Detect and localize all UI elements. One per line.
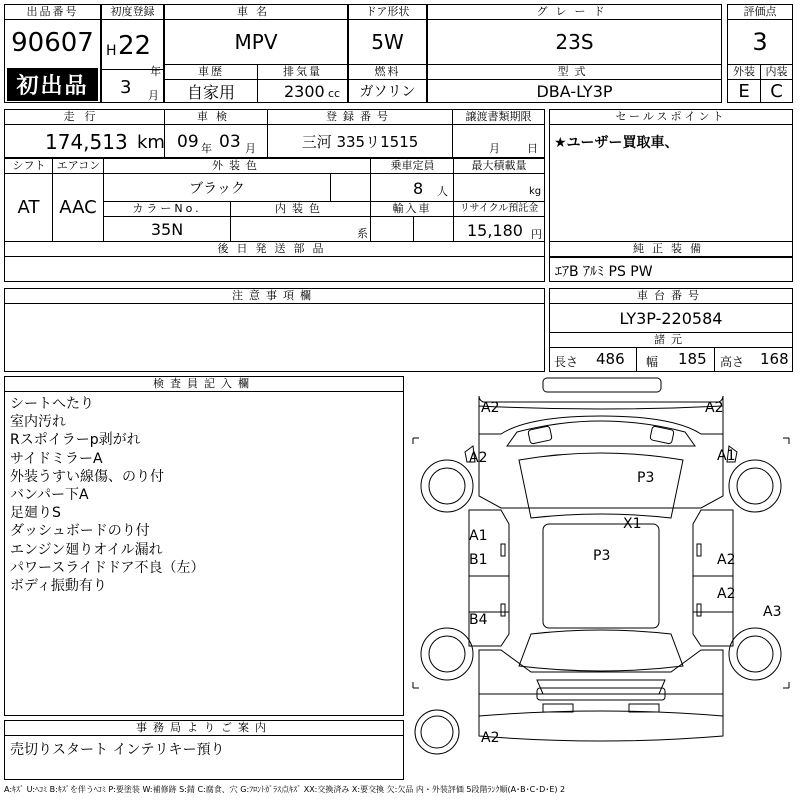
note-line: 足廻りS [10,505,61,522]
inspection-month: 03 [219,132,241,152]
imported-header: 輸入車 [371,202,453,217]
shift-value: AT [17,197,40,218]
history-box [164,64,258,103]
grade-box [427,4,722,65]
exterior-grade-box [727,64,761,103]
car-name-header: 車名 [165,5,347,20]
mark-front-right: A2 [705,400,724,416]
mark-roof: X1 [623,516,642,532]
note-line: サイドミラーA [10,450,103,467]
recycle-fee-value: 15,180 [467,221,523,240]
mark-door-left-rear: B4 [469,612,488,628]
dimensions-header: 諸元 [550,332,792,348]
grade-value: 23S [555,30,594,54]
color-no-header: カラーNo. [104,202,230,217]
mark-door-right-rear: A2 [717,586,736,602]
mark-fender-right: A1 [717,448,736,464]
cautions-header: 注意事項欄 [5,289,544,304]
year-unit: 年 [150,65,161,78]
displacement-unit: cc [328,87,341,100]
lot-number-value: 90607 [11,28,94,58]
office-notice-header: 事務局よりご案内 [5,721,403,736]
transfer-deadline-header: 譲渡書類期限 [453,110,544,125]
inspector-notes-list [10,395,204,595]
fuel-header: 燃料 [349,65,426,80]
score-header: 評価点 [728,5,792,20]
car-outline-diagram [409,376,793,780]
fuel-value: ガソリン [359,84,416,100]
interior-color-header: 内装色 [231,202,370,217]
fuel-box [348,64,427,103]
width-label: 幅 [646,355,659,369]
note-line: パワースライドドア不良（左） [10,559,205,576]
car-name-value: MPV [234,30,278,54]
mileage-box [4,109,165,158]
note-line: 外装うすい線傷、のり付 [10,468,164,485]
first-registration-box [101,4,164,103]
note-line: バンパー下A [10,487,89,504]
inspection-year: 09 [177,132,199,152]
registration-number-header: 登録番号 [268,110,452,125]
displacement-value: 2300 [284,82,325,101]
height-value: 168 [760,350,789,368]
first-listing-badge: 初出品 [7,68,98,101]
note-line: Rスポイラーp剥がれ [10,432,141,449]
mark-door-left-front2: B1 [469,552,488,568]
history-header: 車歴 [165,65,257,80]
genuine-equipment-value: ｴｱB ｱﾙﾐ PS PW [555,264,653,280]
capacity-header: 乗車定員 [371,159,454,174]
inspection-year-unit: 年 [201,142,212,155]
chassis-box [549,288,793,372]
mileage-value: 174,513 [45,130,128,154]
aircon-header: エアコン [53,159,104,174]
lot-number-header: 出品番号 [5,5,100,20]
chassis-number-header: 車台番号 [550,289,792,304]
car-name-box [164,4,348,65]
door-type-header: ドア形状 [349,5,426,20]
month-unit: 月 [148,89,159,102]
genuine-equipment-box [549,241,793,282]
registration-number-value: 三河 335リ1515 [301,132,419,151]
grade-header: グレード [428,5,721,20]
damage-legend: A:ｷｽﾞ U:ﾍｺﾐ B:ｷｽﾞを伴うﾍｺﾐ P:要塗装 W:補修跡 S:錆 C:腐食、穴 G:ﾌﾛﾝﾄｶﾞﾗｽ点ｷｽﾞ XX:交換済み X:要交換 欠:欠品 内・外装評価 5段階ﾗﾝｸ順(A･B･C･D･E) 2 [4,785,566,794]
note-line: ダッシュボードのり付 [10,523,150,540]
exterior-grade-value: E [738,80,750,102]
registration-number-box [267,109,453,158]
genuine-equipment-header: 純正装備 [550,242,792,257]
parts-later-box [4,241,545,282]
capacity-unit: 人 [437,185,448,198]
note-line: ボディ振動有り [10,578,107,595]
sales-points-box [549,109,793,258]
interior-grade-value: C [770,80,783,102]
model-code-value: DBA-LY3P [536,81,613,101]
inspector-notes-header: 検査員記入欄 [5,377,403,392]
max-load-unit: kg [529,186,542,197]
mileage-header: 走行 [5,110,164,125]
door-type-value: 5W [371,30,404,54]
inspection-box [164,109,268,158]
displacement-header: 排気量 [258,65,347,80]
length-value: 486 [596,350,625,368]
model-code-box [427,64,722,103]
recycle-fee-header: リサイクル預託金 [454,202,544,217]
interior-color-unit: 系 [357,227,368,240]
color-no-value: 35N [150,219,184,239]
interior-grade-box [760,64,793,103]
displacement-box [257,64,348,103]
mileage-unit: km [137,132,165,153]
damage-diagram [409,376,793,780]
max-load-header: 最大積載量 [454,159,544,174]
parts-later-header: 後日発送部品 [5,242,544,257]
mark-door-left-front: A1 [469,528,488,544]
model-code-header: 型式 [428,65,721,80]
mark-front-left: A2 [481,400,500,416]
exterior-grade-header: 外装 [728,65,760,80]
history-value: 自家用 [186,82,235,102]
score-value: 3 [752,28,768,56]
year-value: 22 [118,31,152,61]
mark-door-right-front: A2 [717,552,736,568]
exterior-color-header: 外装色 [104,159,371,174]
score-box [727,4,793,65]
chassis-number-value: LY3P-220584 [619,308,723,328]
office-notice-box [4,720,404,780]
inspection-header: 車検 [165,110,267,125]
capacity-value: 8 [413,179,424,198]
office-notice-text: 売切りスタート インテリキー預り [10,742,225,758]
transfer-deadline-box [452,109,545,158]
transfer-day-unit: 日 [527,142,538,155]
width-value: 185 [678,350,707,368]
height-label: 高さ [720,355,745,369]
mark-fender-left: A2 [469,450,488,466]
lot-number-box [4,4,101,103]
cautions-box [4,288,545,372]
first-registration-header: 初度登録 [102,5,163,20]
spec-block [4,158,545,242]
transfer-month-unit: 月 [489,142,500,155]
aircon-value: AAC [59,197,97,218]
sales-point-text: ★ユーザー買取車、 [554,135,679,151]
mark-quarter-right: A3 [763,604,782,620]
inspector-notes-box [4,376,404,716]
recycle-fee-unit: 円 [531,228,542,241]
inspection-month-unit: 月 [245,142,256,155]
mark-roof-center: P3 [593,548,611,564]
month-value: 3 [120,77,132,98]
mark-hood: P3 [637,470,655,486]
door-type-box [348,4,427,65]
shift-header: シフト [5,159,53,174]
era-label: H [106,43,117,59]
note-line: エンジン廻りオイル漏れ [10,541,163,558]
mark-rear: A2 [481,730,500,746]
length-label: 長さ [554,355,579,369]
exterior-color-value: ブラック [189,180,245,197]
interior-grade-header: 内装 [761,65,792,80]
note-line: シートへたり [10,396,94,412]
sales-points-header: セールスポイント [550,110,792,125]
note-line: 室内汚れ [10,414,66,431]
